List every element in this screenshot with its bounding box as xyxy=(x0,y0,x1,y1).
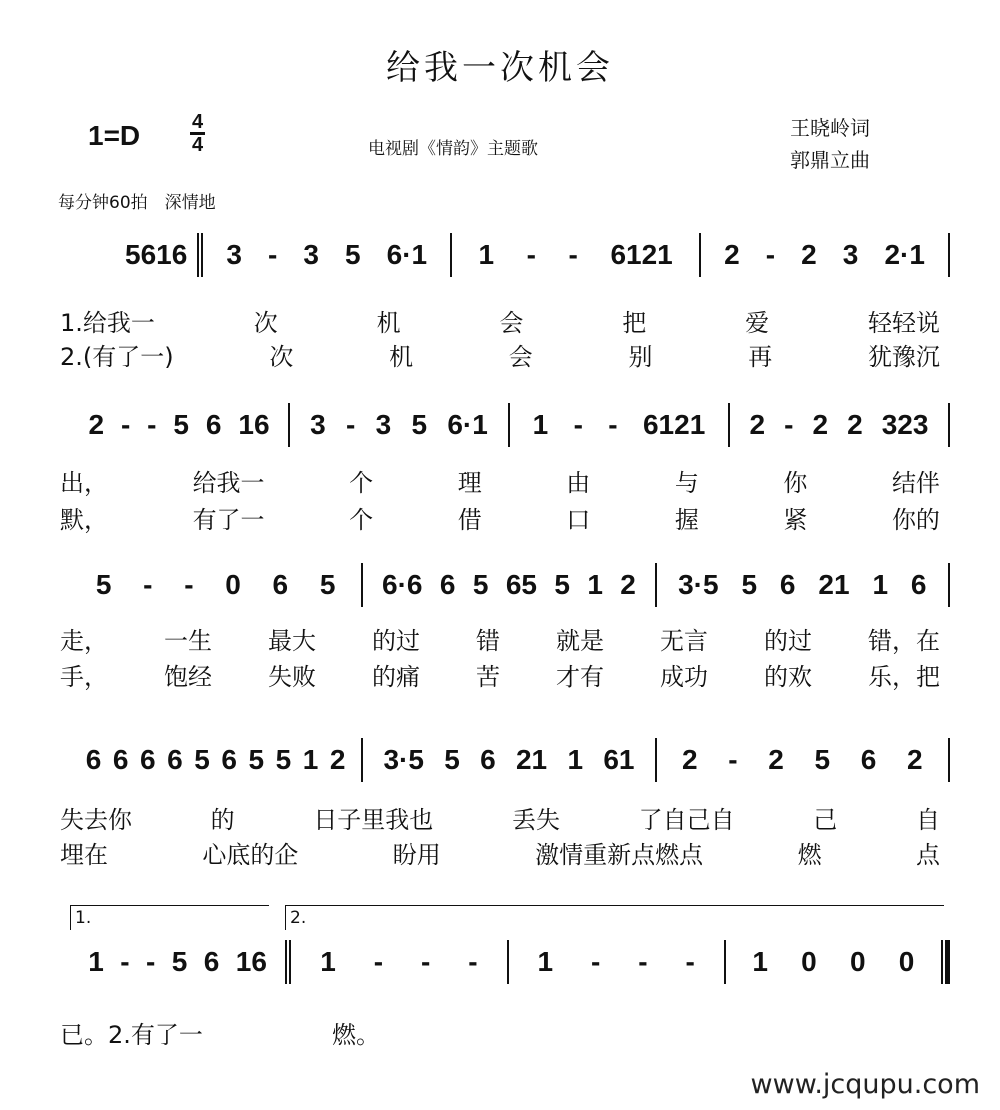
barline xyxy=(948,563,950,607)
note: - xyxy=(120,409,131,440)
note: 5 xyxy=(319,569,336,600)
tempo-marking: 每分钟60拍 深情地 xyxy=(58,193,216,213)
note: 5 xyxy=(554,569,570,600)
note: 5 xyxy=(345,239,361,270)
measure xyxy=(730,409,948,441)
lyric-syllable: 口 xyxy=(566,506,591,534)
lyric-syllable: 你的 xyxy=(891,506,940,534)
note: 5 xyxy=(411,409,428,440)
note: 6 xyxy=(205,409,222,440)
note: - xyxy=(120,946,130,977)
note: 0 xyxy=(225,569,241,600)
lyric-syllable: 握 xyxy=(674,506,699,534)
measure xyxy=(363,569,654,601)
note: 3 xyxy=(303,239,319,270)
lyric-syllable: 已。2.有了一 xyxy=(60,1021,203,1049)
note: 6 xyxy=(439,569,456,600)
composer: 郭鼎立曲 xyxy=(790,148,870,172)
lyric-syllable: 理 xyxy=(457,469,482,497)
credits xyxy=(790,112,870,176)
note: 6 xyxy=(85,744,102,775)
measure xyxy=(657,744,948,776)
lyric-syllable: 次 xyxy=(253,309,278,337)
note: 2 xyxy=(724,239,740,270)
barline xyxy=(948,403,950,447)
note: 3 xyxy=(842,239,859,270)
key-signature: 1=D xyxy=(88,120,141,151)
lyric-syllable: 错 xyxy=(476,627,500,655)
lyric-line xyxy=(60,303,940,338)
lyric-syllable: 机 xyxy=(376,309,401,337)
note: - xyxy=(526,239,536,270)
watermark: www.jcqupu.com xyxy=(750,1069,980,1100)
lyric-syllable: 的过 xyxy=(372,627,420,655)
note: 2 xyxy=(847,409,863,440)
lyric-syllable: 个 xyxy=(349,469,374,497)
subtitle: 电视剧《情韵》主题歌 xyxy=(368,139,538,159)
note: 5 xyxy=(444,744,460,775)
lyric-syllable: 无言 xyxy=(660,627,708,655)
measure xyxy=(509,946,724,978)
lyric-syllable: 犹豫沉 xyxy=(867,343,940,371)
measure xyxy=(70,744,361,776)
lyric-line xyxy=(60,1015,380,1050)
lyric-syllable: 乐，把 xyxy=(868,663,940,691)
note: 2·1 xyxy=(884,239,925,270)
lyric-syllable: 燃 xyxy=(797,841,822,869)
measure xyxy=(726,946,941,978)
lyricist: 王晓岭词 xyxy=(790,116,870,140)
note: - xyxy=(685,946,695,977)
note: - xyxy=(568,239,578,270)
barline xyxy=(948,233,950,277)
note: - xyxy=(608,409,618,440)
note: 5 xyxy=(248,744,265,775)
lyric-syllable: 会 xyxy=(499,309,524,337)
lyric-syllable: 埋在 xyxy=(60,841,108,869)
lyric-syllable: 爱 xyxy=(745,309,770,337)
lyric-syllable: 的欢 xyxy=(764,663,812,691)
note: 2 xyxy=(681,744,698,775)
lyric-line xyxy=(60,800,940,835)
lyric-syllable: 成功 xyxy=(660,663,708,691)
lyric-syllable: 2.(有了一) xyxy=(60,343,174,371)
note: 16 xyxy=(235,946,267,977)
lyric-syllable: 错，在 xyxy=(868,627,940,655)
note: 1 xyxy=(302,744,319,775)
lyric-syllable: 给我一 xyxy=(192,469,265,497)
lyric-syllable: 的过 xyxy=(764,627,812,655)
note: 0 xyxy=(898,946,915,977)
measure xyxy=(701,239,948,271)
note: 1 xyxy=(587,569,603,600)
lyric-syllable: 己 xyxy=(813,806,838,834)
barline xyxy=(941,940,950,984)
lyric-syllable: 燃。 xyxy=(332,1021,380,1049)
note: 2 xyxy=(906,744,923,775)
note: 3·5 xyxy=(383,744,424,775)
music-system xyxy=(70,563,950,607)
lyric-syllable: 借 xyxy=(457,506,482,534)
note: 6121 xyxy=(610,239,673,270)
note: - xyxy=(146,946,156,977)
note: 16 xyxy=(238,409,270,440)
measure xyxy=(70,946,285,978)
note: 2 xyxy=(88,409,105,440)
lyric-syllable: 苦 xyxy=(476,663,500,691)
note: 6 xyxy=(910,569,927,600)
measure xyxy=(452,239,699,271)
note: 0 xyxy=(849,946,866,977)
note: 6121 xyxy=(642,409,706,440)
volta-bracket: 2. xyxy=(285,905,944,930)
measure xyxy=(363,744,654,776)
note: 6 xyxy=(221,744,237,775)
lyric-syllable: 紧 xyxy=(783,506,808,534)
note: 6 xyxy=(779,569,796,600)
music-system xyxy=(115,233,950,277)
lyric-syllable: 才有 xyxy=(556,663,604,691)
note: 1 xyxy=(872,569,889,600)
lyric-syllable: 手， xyxy=(60,663,108,691)
note: - xyxy=(373,946,384,977)
lyric-line xyxy=(60,500,940,535)
note: 1 xyxy=(532,409,549,440)
lyric-syllable: 出， xyxy=(60,469,108,497)
lyric-syllable: 了自己自 xyxy=(638,806,735,834)
lyric-syllable: 的痛 xyxy=(372,663,420,691)
lyric-syllable: 失去你 xyxy=(60,806,132,834)
lyric-syllable: 走， xyxy=(60,627,108,655)
note: 6 xyxy=(167,744,183,775)
note: 21 xyxy=(515,744,548,775)
lyric-syllable: 由 xyxy=(566,469,591,497)
measure xyxy=(291,946,506,978)
lyric-syllable: 最大 xyxy=(268,627,316,655)
lyric-syllable: 会 xyxy=(508,343,533,371)
volta-bracket: 1. xyxy=(70,905,269,930)
note: 1 xyxy=(88,946,104,977)
note: 5 xyxy=(173,409,189,440)
note: 2 xyxy=(768,744,784,775)
note: 6·1 xyxy=(447,409,488,440)
note: 2 xyxy=(801,239,817,270)
note: 1 xyxy=(567,744,584,775)
note: 3 xyxy=(226,239,242,270)
lyric-syllable: 就是 xyxy=(556,627,604,655)
note: 61 xyxy=(603,744,635,775)
note: - xyxy=(590,946,601,977)
note: 3 xyxy=(375,409,392,440)
note: - xyxy=(784,409,794,440)
lyric-syllable: 有了一 xyxy=(192,506,265,534)
measure xyxy=(70,569,361,601)
note: 21 xyxy=(818,569,850,600)
note: 6 xyxy=(140,744,156,775)
lyric-syllable: 1.给我一 xyxy=(60,309,155,337)
time-signature xyxy=(190,112,205,155)
lyric-line xyxy=(60,463,940,498)
note: 5 xyxy=(275,744,292,775)
lyric-line xyxy=(60,835,940,870)
note: 3 xyxy=(310,409,326,440)
note: 323 xyxy=(881,409,929,440)
note: 16 xyxy=(156,239,188,270)
note: 6 xyxy=(480,744,496,775)
note: - xyxy=(728,744,738,775)
note: 1 xyxy=(537,946,554,977)
note: - xyxy=(420,946,431,977)
note: 6 xyxy=(272,569,289,600)
note: 6 xyxy=(112,744,129,775)
note: 6 xyxy=(140,239,157,270)
barline xyxy=(948,738,950,782)
music-system xyxy=(70,403,950,447)
song-title: 给我一次机会 xyxy=(386,48,614,88)
lyric-syllable: 与 xyxy=(674,469,699,497)
lyric-syllable: 自 xyxy=(915,806,940,834)
note: - xyxy=(573,409,583,440)
note: 5 xyxy=(95,569,112,600)
note: 2 xyxy=(812,409,829,440)
lyric-syllable: 默， xyxy=(60,506,108,534)
note: 0 xyxy=(801,946,817,977)
note: 2 xyxy=(749,409,766,440)
lyric-syllable: 失败 xyxy=(268,663,316,691)
lyric-syllable: 的 xyxy=(210,806,235,834)
lyric-syllable: 结伴 xyxy=(891,469,940,497)
meter-bottom: 4 xyxy=(192,134,204,156)
note: 1 xyxy=(752,946,768,977)
note: - xyxy=(765,239,776,270)
lyric-syllable: 机 xyxy=(389,343,414,371)
lyric-syllable: 心底的企 xyxy=(202,841,299,869)
lyric-syllable: 你 xyxy=(783,469,808,497)
lyric-syllable: 日子里我也 xyxy=(313,806,434,834)
measure xyxy=(657,569,948,601)
lyric-syllable: 轻轻说 xyxy=(867,309,940,337)
note: 5 xyxy=(194,744,210,775)
note: 5 xyxy=(125,239,141,270)
note: 1 xyxy=(320,946,336,977)
music-system xyxy=(70,738,950,782)
lyric-syllable: 个 xyxy=(349,506,374,534)
lyric-syllable: 激情重新点燃点 xyxy=(535,841,704,869)
measure xyxy=(203,239,450,271)
note: 5 xyxy=(171,946,188,977)
lyric-syllable: 点 xyxy=(915,841,940,869)
note: 5 xyxy=(472,569,489,600)
note: 6·1 xyxy=(386,239,428,270)
note: - xyxy=(184,569,194,600)
note: 3·5 xyxy=(678,569,719,600)
lyric-syllable: 盼用 xyxy=(392,841,441,869)
lyric-syllable: 再 xyxy=(748,343,773,371)
lyric-syllable: 把 xyxy=(622,309,647,337)
note: - xyxy=(468,946,478,977)
lyric-line xyxy=(60,621,940,656)
note: - xyxy=(267,239,278,270)
note: - xyxy=(147,409,157,440)
lyric-line xyxy=(60,657,940,692)
note: 6·6 xyxy=(382,569,423,600)
measure xyxy=(510,409,728,441)
lyric-syllable: 一生 xyxy=(164,627,212,655)
measure xyxy=(290,409,508,441)
lyric-syllable: 饱经 xyxy=(164,663,212,691)
note: 6 xyxy=(203,946,220,977)
lyric-syllable: 别 xyxy=(628,343,653,371)
note: 2 xyxy=(329,744,346,775)
note: 5 xyxy=(741,569,758,600)
note: 5 xyxy=(814,744,831,775)
meter-top: 4 xyxy=(192,111,204,133)
note: 65 xyxy=(505,569,537,600)
note: - xyxy=(346,409,356,440)
note: - xyxy=(638,946,648,977)
measure xyxy=(70,409,288,441)
lyric-line xyxy=(60,337,940,372)
note: 2 xyxy=(620,569,636,600)
note: 1 xyxy=(478,239,495,270)
lyric-syllable: 丢失 xyxy=(511,806,560,834)
measure xyxy=(115,239,197,271)
note: - xyxy=(143,569,153,600)
note: 6 xyxy=(860,744,877,775)
music-system xyxy=(70,940,950,984)
lyric-syllable: 次 xyxy=(269,343,294,371)
